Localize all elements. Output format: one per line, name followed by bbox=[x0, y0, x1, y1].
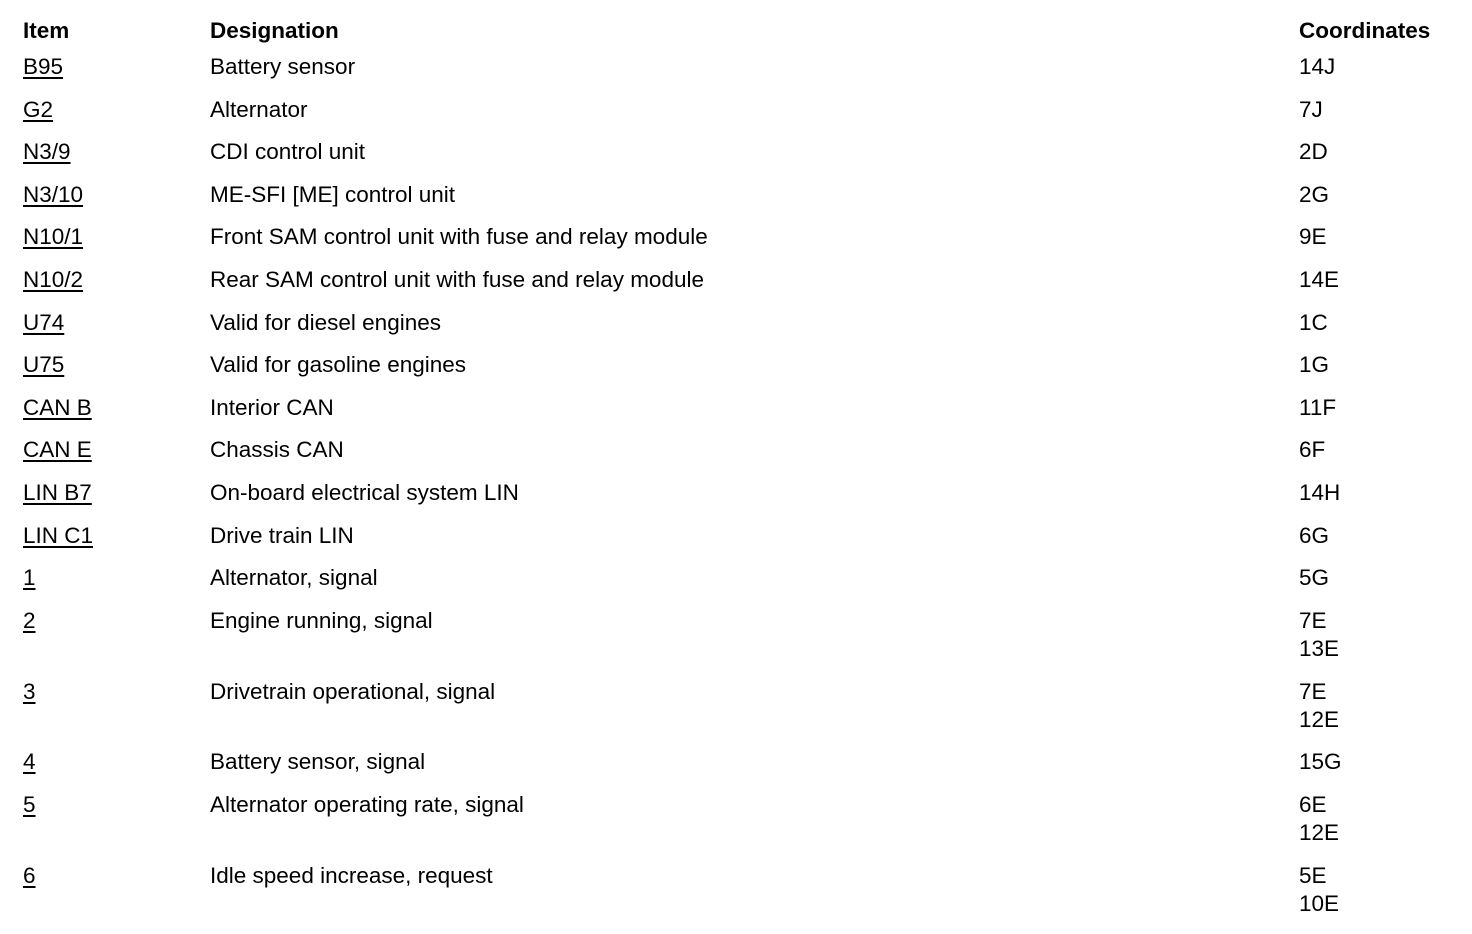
item-link[interactable]: CAN E bbox=[23, 437, 92, 463]
table-row bbox=[23, 309, 1453, 352]
table-row bbox=[23, 522, 1453, 565]
coordinate-value: 1G bbox=[1299, 352, 1330, 378]
item-link[interactable]: 6 bbox=[23, 862, 36, 888]
coordinates-cell bbox=[1299, 351, 1329, 379]
coordinate-value: 6E bbox=[1299, 791, 1327, 817]
coordinate-value: 10E bbox=[1299, 890, 1340, 916]
designation-cell: Battery sensor bbox=[210, 54, 356, 79]
designation-cell: Alternator bbox=[210, 96, 308, 122]
coordinates-cell bbox=[1299, 53, 1335, 81]
item-cell bbox=[23, 678, 36, 706]
table-row bbox=[23, 791, 1453, 862]
header-item: Item bbox=[23, 18, 70, 43]
item-cell bbox=[23, 309, 64, 337]
coordinates-cell bbox=[1299, 181, 1329, 209]
item-link[interactable]: N3/9 bbox=[23, 139, 71, 165]
coordinates-cell bbox=[1299, 479, 1340, 507]
item-link[interactable]: B95 bbox=[23, 54, 64, 79]
table-row bbox=[23, 53, 1453, 96]
item-link[interactable]: 3 bbox=[23, 678, 36, 704]
coordinate-value: 14E bbox=[1299, 266, 1340, 292]
item-link[interactable]: U75 bbox=[23, 352, 65, 378]
item-cell bbox=[23, 181, 83, 209]
item-cell bbox=[23, 607, 36, 635]
item-cell bbox=[23, 862, 36, 890]
item-cell bbox=[23, 266, 83, 294]
table-header bbox=[23, 17, 1453, 53]
table-row bbox=[23, 351, 1453, 394]
coordinate-value: 6F bbox=[1299, 437, 1326, 463]
item-cell bbox=[23, 791, 36, 819]
coordinate-value: 7J bbox=[1299, 96, 1323, 122]
table-row bbox=[23, 96, 1453, 139]
item-link[interactable]: 5 bbox=[23, 791, 36, 817]
coordinates-cell bbox=[1299, 436, 1325, 464]
coordinate-value: 11F bbox=[1299, 394, 1337, 420]
coordinate-value: 9E bbox=[1299, 224, 1327, 250]
coordinates-cell bbox=[1299, 862, 1339, 918]
table-row bbox=[23, 394, 1453, 437]
table-row bbox=[23, 266, 1453, 309]
table-row bbox=[23, 607, 1453, 678]
coordinate-value: 12E bbox=[1299, 706, 1340, 732]
designation-cell: CDI control unit bbox=[210, 139, 366, 165]
coordinates-cell bbox=[1299, 138, 1328, 166]
table-row bbox=[23, 181, 1453, 224]
designation-cell: Alternator, signal bbox=[210, 565, 378, 591]
table-body bbox=[23, 53, 1453, 933]
coordinates-cell bbox=[1299, 223, 1327, 251]
coordinates-cell bbox=[1299, 309, 1328, 337]
table-row bbox=[23, 436, 1453, 479]
item-link[interactable]: 4 bbox=[23, 749, 36, 775]
designation-cell: Chassis CAN bbox=[210, 437, 344, 463]
item-cell bbox=[23, 223, 83, 251]
coordinate-value: 6G bbox=[1299, 522, 1330, 548]
coordinate-value: 7E bbox=[1299, 678, 1327, 704]
designation-cell: Idle speed increase, request bbox=[210, 862, 493, 888]
coordinate-value: 14J bbox=[1299, 54, 1336, 79]
coordinates-cell bbox=[1299, 564, 1329, 592]
designation-cell: Interior CAN bbox=[210, 394, 334, 420]
item-cell bbox=[23, 53, 63, 81]
item-link[interactable]: N3/10 bbox=[23, 181, 84, 207]
header-designation: Designation bbox=[210, 18, 339, 43]
item-cell bbox=[23, 748, 36, 776]
coordinate-value: 15G bbox=[1299, 749, 1342, 775]
designation-cell: Drive train LIN bbox=[210, 522, 354, 548]
coordinates-cell bbox=[1299, 266, 1339, 294]
coordinate-value: 14H bbox=[1299, 479, 1341, 505]
coordinate-value: 5E bbox=[1299, 862, 1327, 888]
legend-table bbox=[23, 17, 1453, 933]
coordinate-value: 1C bbox=[1299, 309, 1328, 335]
designation-cell: Front SAM control unit with fuse and relay module bbox=[210, 224, 708, 250]
item-link[interactable]: LIN C1 bbox=[23, 522, 94, 548]
item-link[interactable]: 2 bbox=[23, 607, 36, 633]
table-row bbox=[23, 748, 1453, 791]
item-cell bbox=[23, 479, 92, 507]
coordinates-cell bbox=[1299, 394, 1336, 422]
coordinate-value: 13E bbox=[1299, 635, 1340, 661]
item-cell bbox=[23, 564, 36, 592]
table-row bbox=[23, 138, 1453, 181]
coordinates-cell bbox=[1299, 791, 1339, 847]
item-cell bbox=[23, 436, 92, 464]
designation-cell: Valid for diesel engines bbox=[210, 309, 441, 335]
item-cell bbox=[23, 138, 71, 166]
coordinate-value: 12E bbox=[1299, 819, 1340, 845]
item-link[interactable]: N10/2 bbox=[23, 266, 84, 292]
designation-cell: Rear SAM control unit with fuse and relay module bbox=[210, 266, 704, 292]
item-cell bbox=[23, 394, 92, 422]
designation-cell: ME-SFI [ME] control unit bbox=[210, 181, 456, 207]
item-link[interactable]: 1 bbox=[23, 565, 36, 591]
coordinate-value: 5G bbox=[1299, 565, 1330, 591]
designation-cell: On-board electrical system LIN bbox=[210, 479, 519, 505]
designation-cell: Battery sensor, signal bbox=[210, 749, 426, 775]
coordinates-cell bbox=[1299, 522, 1329, 550]
item-link[interactable]: G2 bbox=[23, 96, 54, 122]
item-cell bbox=[23, 351, 64, 379]
table-row bbox=[23, 678, 1453, 749]
item-cell bbox=[23, 96, 53, 124]
table-row bbox=[23, 862, 1453, 933]
item-cell bbox=[23, 522, 93, 550]
coordinate-value: 2G bbox=[1299, 181, 1330, 207]
coordinates-cell bbox=[1299, 96, 1323, 124]
header-coordinates: Coordinates bbox=[1299, 18, 1431, 43]
designation-cell: Alternator operating rate, signal bbox=[210, 791, 524, 817]
item-link[interactable]: LIN B7 bbox=[23, 479, 92, 505]
item-link[interactable]: U74 bbox=[23, 309, 65, 335]
coordinates-cell bbox=[1299, 678, 1339, 734]
coordinate-value: 2D bbox=[1299, 139, 1328, 165]
designation-cell: Engine running, signal bbox=[210, 607, 433, 633]
table-row bbox=[23, 564, 1453, 607]
item-link[interactable]: N10/1 bbox=[23, 224, 84, 250]
designation-cell: Valid for gasoline engines bbox=[210, 352, 467, 378]
coordinates-cell bbox=[1299, 748, 1342, 776]
table-row bbox=[23, 223, 1453, 266]
item-link[interactable]: CAN B bbox=[23, 394, 92, 420]
coordinate-value: 7E bbox=[1299, 607, 1327, 633]
coordinates-cell bbox=[1299, 607, 1339, 663]
designation-cell: Drivetrain operational, signal bbox=[210, 678, 496, 704]
table-row bbox=[23, 479, 1453, 522]
